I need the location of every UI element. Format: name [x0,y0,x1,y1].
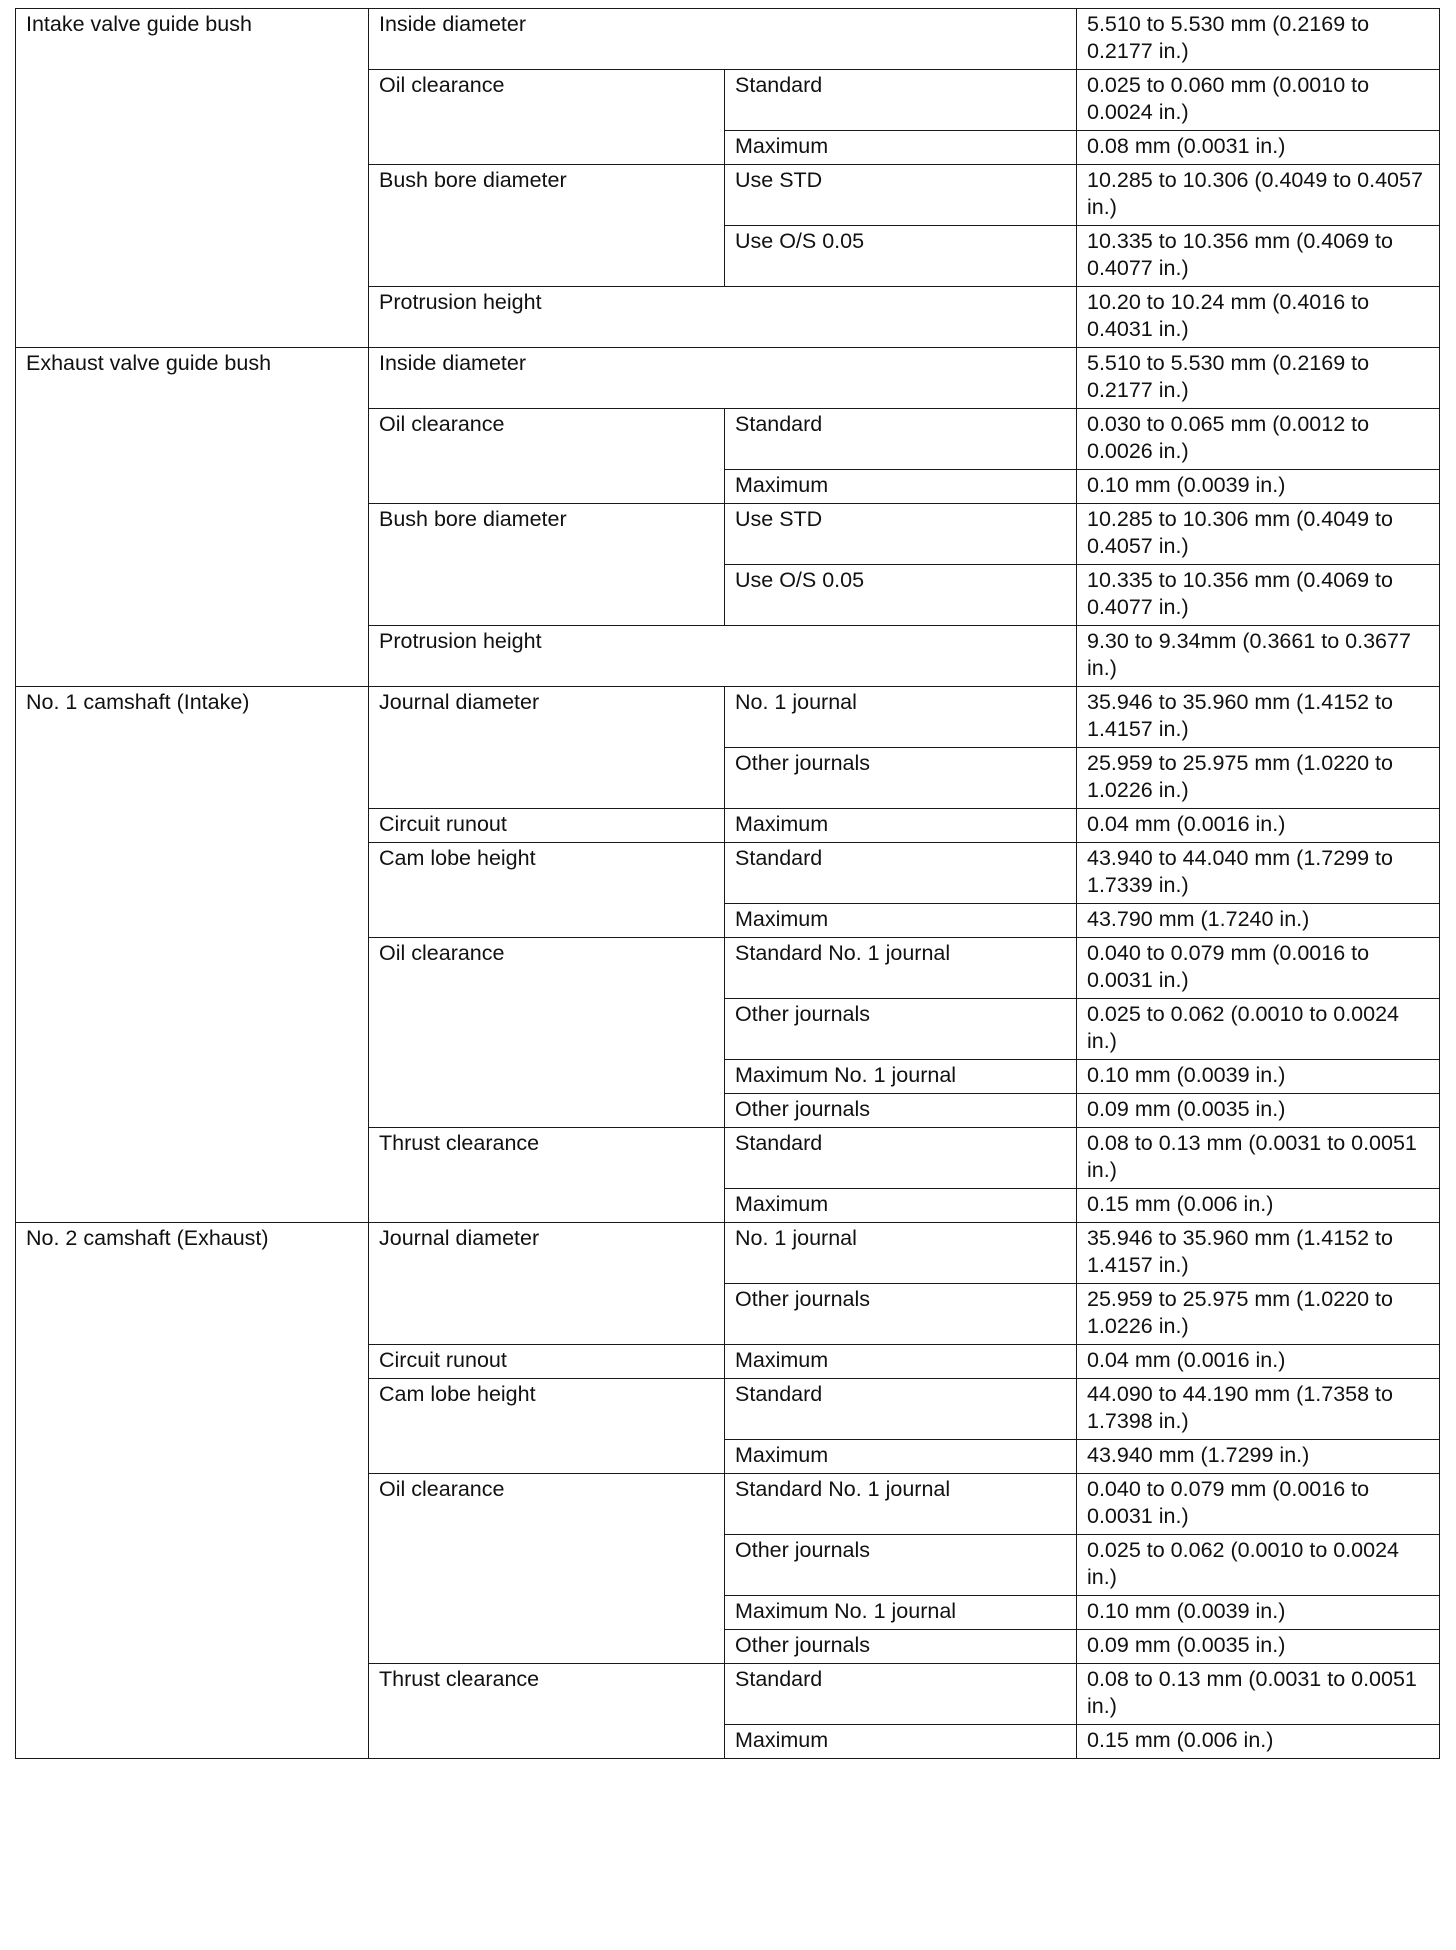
item-cell: Oil clearance [369,70,725,165]
value-cell: 0.025 to 0.062 (0.0010 to 0.0024 in.) [1077,1535,1440,1596]
condition-cell: No. 1 journal [725,687,1077,748]
value-cell: 35.946 to 35.960 mm (1.4152 to 1.4157 in.) [1077,1223,1440,1284]
condition-cell: No. 1 journal [725,1223,1077,1284]
item-cell: Inside diameter [369,9,1077,70]
value-cell: 0.040 to 0.079 mm (0.0016 to 0.0031 in.) [1077,1474,1440,1535]
item-cell: Inside diameter [369,348,1077,409]
condition-cell: Maximum [725,470,1077,504]
item-cell: Journal diameter [369,1223,725,1345]
item-cell: Protrusion height [369,287,1077,348]
value-cell: 43.940 mm (1.7299 in.) [1077,1440,1440,1474]
value-cell: 43.790 mm (1.7240 in.) [1077,904,1440,938]
value-cell: 0.08 mm (0.0031 in.) [1077,131,1440,165]
component-cell: Exhaust valve guide bush [16,348,369,687]
value-cell: 25.959 to 25.975 mm (1.0220 to 1.0226 in.) [1077,1284,1440,1345]
value-cell: 10.335 to 10.356 mm (0.4069 to 0.4077 in.) [1077,226,1440,287]
value-cell: 0.09 mm (0.0035 in.) [1077,1094,1440,1128]
value-cell: 44.090 to 44.190 mm (1.7358 to 1.7398 in.) [1077,1379,1440,1440]
spec-table [15,8,1440,1759]
table-row [16,687,1440,748]
value-cell: 0.10 mm (0.0039 in.) [1077,1060,1440,1094]
value-cell: 0.10 mm (0.0039 in.) [1077,1596,1440,1630]
condition-cell: Maximum No. 1 journal [725,1060,1077,1094]
item-cell: Thrust clearance [369,1664,725,1759]
condition-cell: Maximum [725,904,1077,938]
condition-cell: Use O/S 0.05 [725,565,1077,626]
value-cell: 0.025 to 0.062 (0.0010 to 0.0024 in.) [1077,999,1440,1060]
value-cell: 0.040 to 0.079 mm (0.0016 to 0.0031 in.) [1077,938,1440,999]
condition-cell: Standard No. 1 journal [725,1474,1077,1535]
condition-cell: Standard [725,409,1077,470]
value-cell: 10.285 to 10.306 mm (0.4049 to 0.4057 in.) [1077,504,1440,565]
value-cell: 0.15 mm (0.006 in.) [1077,1725,1440,1759]
condition-cell: Other journals [725,999,1077,1060]
condition-cell: Other journals [725,748,1077,809]
value-cell: 0.08 to 0.13 mm (0.0031 to 0.0051 in.) [1077,1128,1440,1189]
condition-cell: Standard No. 1 journal [725,938,1077,999]
condition-cell: Use STD [725,165,1077,226]
item-cell: Circuit runout [369,1345,725,1379]
table-row [16,9,1440,70]
condition-cell: Standard [725,1379,1077,1440]
value-cell: 9.30 to 9.34mm (0.3661 to 0.3677 in.) [1077,626,1440,687]
condition-cell: Standard [725,1664,1077,1725]
table-row [16,348,1440,409]
item-cell: Thrust clearance [369,1128,725,1223]
condition-cell: Other journals [725,1630,1077,1664]
table-row [16,1223,1440,1284]
value-cell: 0.04 mm (0.0016 in.) [1077,1345,1440,1379]
condition-cell: Other journals [725,1535,1077,1596]
value-cell: 10.335 to 10.356 mm (0.4069 to 0.4077 in.) [1077,565,1440,626]
value-cell: 10.20 to 10.24 mm (0.4016 to 0.4031 in.) [1077,287,1440,348]
condition-cell: Standard [725,70,1077,131]
value-cell: 0.030 to 0.065 mm (0.0012 to 0.0026 in.) [1077,409,1440,470]
condition-cell: Maximum [725,809,1077,843]
item-cell: Oil clearance [369,938,725,1128]
item-cell: Oil clearance [369,409,725,504]
condition-cell: Standard [725,1128,1077,1189]
component-cell: No. 1 camshaft (Intake) [16,687,369,1223]
value-cell: 43.940 to 44.040 mm (1.7299 to 1.7339 in.) [1077,843,1440,904]
value-cell: 10.285 to 10.306 (0.4049 to 0.4057 in.) [1077,165,1440,226]
component-cell: No. 2 camshaft (Exhaust) [16,1223,369,1759]
item-cell: Cam lobe height [369,843,725,938]
value-cell: 25.959 to 25.975 mm (1.0220 to 1.0226 in.) [1077,748,1440,809]
item-cell: Bush bore diameter [369,504,725,626]
condition-cell: Other journals [725,1284,1077,1345]
item-cell: Oil clearance [369,1474,725,1664]
value-cell: 0.04 mm (0.0016 in.) [1077,809,1440,843]
item-cell: Circuit runout [369,809,725,843]
value-cell: 5.510 to 5.530 mm (0.2169 to 0.2177 in.) [1077,348,1440,409]
value-cell: 5.510 to 5.530 mm (0.2169 to 0.2177 in.) [1077,9,1440,70]
value-cell: 0.025 to 0.060 mm (0.0010 to 0.0024 in.) [1077,70,1440,131]
value-cell: 35.946 to 35.960 mm (1.4152 to 1.4157 in.) [1077,687,1440,748]
component-cell: Intake valve guide bush [16,9,369,348]
condition-cell: Maximum [725,1345,1077,1379]
item-cell: Protrusion height [369,626,1077,687]
value-cell: 0.10 mm (0.0039 in.) [1077,470,1440,504]
condition-cell: Standard [725,843,1077,904]
item-cell: Journal diameter [369,687,725,809]
condition-cell: Use STD [725,504,1077,565]
condition-cell: Maximum [725,131,1077,165]
value-cell: 0.15 mm (0.006 in.) [1077,1189,1440,1223]
value-cell: 0.08 to 0.13 mm (0.0031 to 0.0051 in.) [1077,1664,1440,1725]
condition-cell: Use O/S 0.05 [725,226,1077,287]
condition-cell: Maximum [725,1189,1077,1223]
item-cell: Cam lobe height [369,1379,725,1474]
condition-cell: Maximum No. 1 journal [725,1596,1077,1630]
item-cell: Bush bore diameter [369,165,725,287]
condition-cell: Maximum [725,1725,1077,1759]
value-cell: 0.09 mm (0.0035 in.) [1077,1630,1440,1664]
spec-table-body [16,9,1440,1759]
condition-cell: Other journals [725,1094,1077,1128]
condition-cell: Maximum [725,1440,1077,1474]
